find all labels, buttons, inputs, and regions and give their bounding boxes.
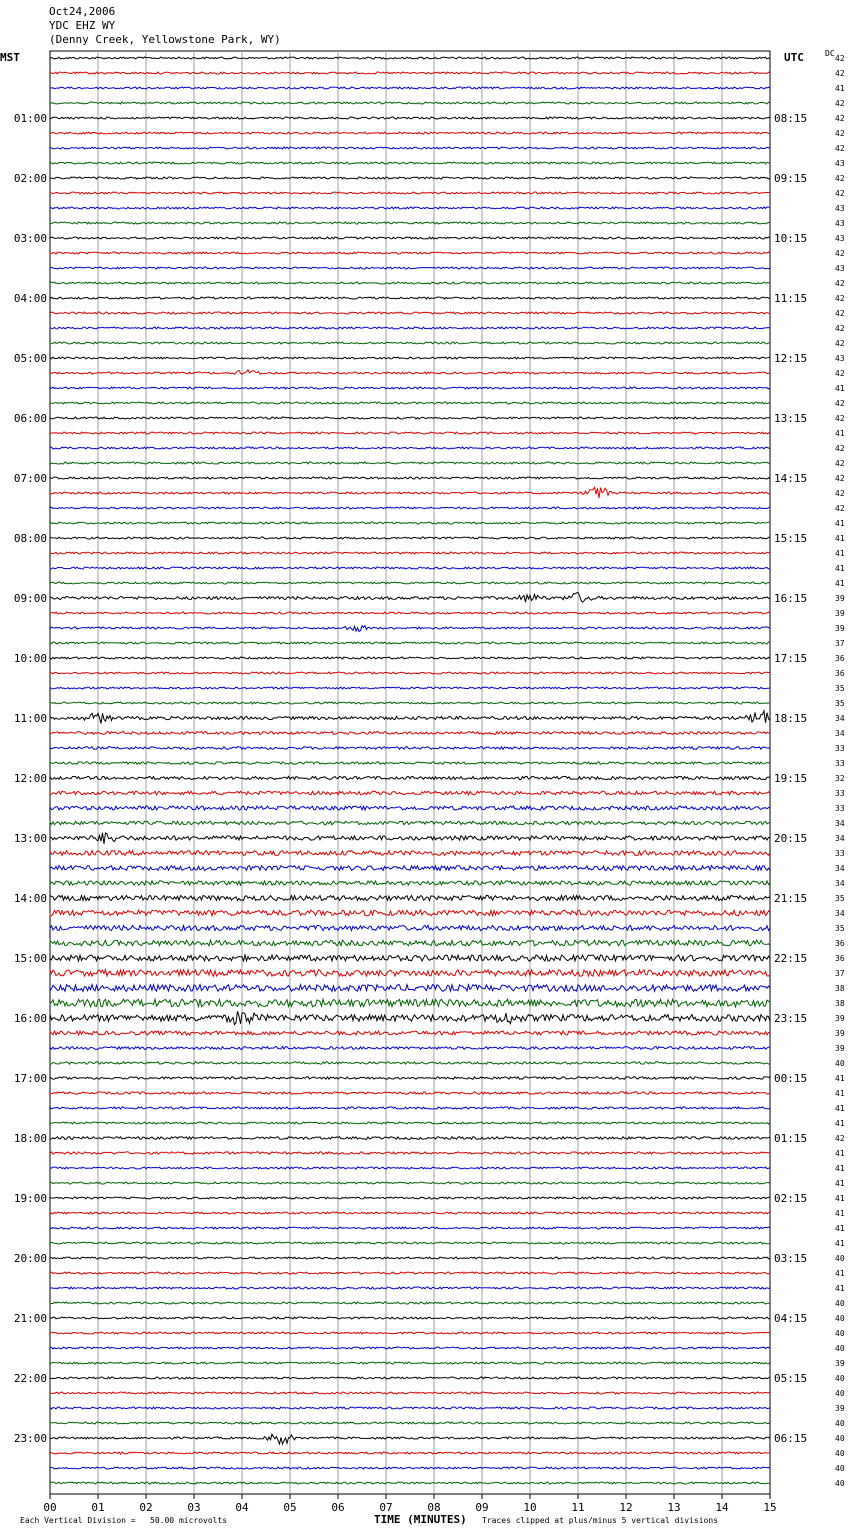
dc-label: DC <box>825 49 835 58</box>
dc-offset-label: 43 <box>835 234 845 243</box>
left-hour-label: 20:00 <box>13 1252 47 1265</box>
seismic-trace <box>50 910 770 916</box>
dc-offset-label: 41 <box>835 1104 845 1113</box>
dc-offset-label: 42 <box>835 339 845 348</box>
dc-offset-label: 40 <box>835 1329 845 1338</box>
left-timezone-label: MST <box>0 51 20 64</box>
seismic-trace <box>50 626 770 632</box>
seismic-trace <box>50 1152 770 1154</box>
right-hour-label: 09:15 <box>774 172 808 185</box>
dc-offset-label: 43 <box>835 354 845 363</box>
right-hour-label: 10:15 <box>774 232 808 245</box>
seismic-trace <box>50 1287 770 1289</box>
dc-offset-label: 34 <box>835 729 845 738</box>
left-hour-label: 03:00 <box>13 232 47 245</box>
seismic-trace <box>50 866 770 871</box>
left-hour-label: 19:00 <box>13 1192 47 1205</box>
seismic-trace <box>50 207 770 209</box>
dc-offset-label: 39 <box>835 1359 845 1368</box>
dc-offset-label: 40 <box>835 1464 845 1473</box>
right-hour-label: 15:15 <box>774 532 808 545</box>
dc-offset-label: 39 <box>835 1404 845 1413</box>
seismic-trace <box>50 1467 770 1469</box>
dc-offset-label: 43 <box>835 159 845 168</box>
seismic-trace <box>50 776 770 779</box>
dc-offset-label: 42 <box>835 474 845 483</box>
left-hour-label: 21:00 <box>13 1312 47 1325</box>
seismic-trace <box>50 1362 770 1364</box>
right-hour-label: 21:15 <box>774 892 808 905</box>
right-hour-label: 11:15 <box>774 292 808 305</box>
seismic-trace <box>50 762 770 764</box>
dc-offset-label: 41 <box>835 1224 845 1233</box>
dc-offset-label: 40 <box>835 1254 845 1263</box>
seismic-trace <box>50 177 770 179</box>
dc-offset-label: 36 <box>835 654 845 663</box>
left-hour-label: 14:00 <box>13 892 47 905</box>
dc-offset-label: 37 <box>835 969 845 978</box>
dc-offset-label: 39 <box>835 624 845 633</box>
dc-offset-label: 35 <box>835 894 845 903</box>
seismic-trace <box>50 387 770 389</box>
seismic-trace <box>50 1227 770 1229</box>
seismic-trace <box>50 702 770 704</box>
seismic-trace <box>50 582 770 584</box>
dc-offset-label: 42 <box>835 114 845 123</box>
x-tick-label: 07 <box>379 1501 393 1514</box>
seismic-trace <box>50 657 770 659</box>
dc-offset-label: 41 <box>835 1269 845 1278</box>
seismic-trace <box>50 312 770 314</box>
dc-offset-label: 39 <box>835 609 845 618</box>
left-hour-label: 11:00 <box>13 712 47 725</box>
right-hour-label: 16:15 <box>774 592 808 605</box>
seismic-trace <box>50 851 770 856</box>
dc-offset-label: 40 <box>835 1419 845 1428</box>
right-hour-label: 13:15 <box>774 412 808 425</box>
plot-date: Oct24,2006 <box>49 5 116 18</box>
seismic-trace <box>50 192 770 194</box>
right-hour-label: 14:15 <box>774 472 808 485</box>
seismic-trace <box>50 1011 770 1024</box>
seismic-trace <box>50 87 770 89</box>
dc-offset-label: 42 <box>835 369 845 378</box>
dc-offset-label: 34 <box>835 714 845 723</box>
dc-offset-label: 33 <box>835 759 845 768</box>
dc-offset-label: 41 <box>835 384 845 393</box>
x-tick-label: 04 <box>235 1501 249 1514</box>
right-hour-label: 05:15 <box>774 1372 808 1385</box>
dc-offset-label: 41 <box>835 84 845 93</box>
left-hour-label: 08:00 <box>13 532 47 545</box>
dc-offset-label: 34 <box>835 879 845 888</box>
seismic-trace <box>50 1272 770 1274</box>
dc-offset-label: 42 <box>835 69 845 78</box>
left-hour-label: 10:00 <box>13 652 47 665</box>
seismic-trace <box>50 1242 770 1244</box>
dc-offset-label: 39 <box>835 1014 845 1023</box>
x-tick-label: 15 <box>763 1501 777 1514</box>
seismic-trace <box>50 507 770 509</box>
right-hour-label: 00:15 <box>774 1072 808 1085</box>
seismic-trace <box>50 1434 770 1444</box>
station-location: (Denny Creek, Yellowstone Park, WY) <box>49 33 281 46</box>
x-tick-label: 11 <box>571 1501 585 1514</box>
seismic-trace <box>50 522 770 524</box>
dc-offset-label: 42 <box>835 249 845 258</box>
dc-offset-label: 42 <box>835 144 845 153</box>
seismic-trace <box>50 687 770 689</box>
seismic-trace <box>50 1122 770 1124</box>
dc-offset-label: 33 <box>835 804 845 813</box>
dc-offset-label: 40 <box>835 1434 845 1443</box>
seismic-trace <box>50 1031 770 1035</box>
seismic-trace <box>50 1452 770 1454</box>
seismic-trace <box>50 237 770 239</box>
dc-offset-label: 42 <box>835 279 845 288</box>
dc-offset-label: 35 <box>835 924 845 933</box>
left-hour-label: 18:00 <box>13 1132 47 1145</box>
dc-offset-label: 42 <box>835 54 845 63</box>
x-tick-label: 01 <box>91 1501 105 1514</box>
seismic-trace <box>50 1092 770 1094</box>
seismic-trace <box>50 102 770 104</box>
dc-offset-label: 40 <box>835 1374 845 1383</box>
seismic-trace <box>50 1302 770 1304</box>
seismic-trace <box>50 1167 770 1169</box>
dc-offset-label: 41 <box>835 1089 845 1098</box>
dc-offset-label: 42 <box>835 504 845 513</box>
seismic-trace <box>50 940 770 946</box>
left-hour-label: 13:00 <box>13 832 47 845</box>
seismic-trace <box>50 327 770 329</box>
dc-offset-label: 40 <box>835 1449 845 1458</box>
right-hour-label: 20:15 <box>774 832 808 845</box>
dc-offset-label: 41 <box>835 1074 845 1083</box>
station-code: YDC EHZ WY <box>49 19 116 32</box>
left-hour-label: 22:00 <box>13 1372 47 1385</box>
dc-offset-label: 42 <box>835 174 845 183</box>
dc-offset-label: 38 <box>835 984 845 993</box>
seismic-trace <box>50 147 770 149</box>
dc-offset-label: 33 <box>835 849 845 858</box>
dc-offset-label: 35 <box>835 699 845 708</box>
dc-offset-label: 34 <box>835 834 845 843</box>
x-tick-label: 08 <box>427 1501 441 1514</box>
seismic-trace <box>50 1377 770 1379</box>
left-hour-label: 04:00 <box>13 292 47 305</box>
dc-offset-label: 43 <box>835 204 845 213</box>
seismic-trace <box>50 370 770 375</box>
seismic-trace <box>50 1422 770 1424</box>
seismic-trace <box>50 895 770 900</box>
seismic-trace <box>50 806 770 810</box>
dc-offset-label: 42 <box>835 189 845 198</box>
seismic-trace <box>50 72 770 74</box>
clip-note: Traces clipped at plus/minus 5 vertical divisions <box>482 1516 719 1525</box>
dc-offset-label: 40 <box>835 1389 845 1398</box>
seismic-trace <box>50 1197 770 1199</box>
seismic-trace <box>50 1107 770 1109</box>
seismic-trace <box>50 117 770 119</box>
left-hour-label: 02:00 <box>13 172 47 185</box>
seismic-trace <box>50 252 770 254</box>
dc-offset-label: 41 <box>835 1284 845 1293</box>
dc-offset-label: 36 <box>835 669 845 678</box>
dc-offset-label: 36 <box>835 954 845 963</box>
dc-offset-label: 41 <box>835 1119 845 1128</box>
seismic-trace <box>50 925 770 930</box>
seismic-trace <box>50 297 770 299</box>
left-hour-label: 17:00 <box>13 1072 47 1085</box>
x-tick-label: 09 <box>475 1501 489 1514</box>
seismic-trace <box>50 162 770 164</box>
seismic-trace <box>50 132 770 134</box>
seismic-trace <box>50 537 770 539</box>
seismic-trace <box>50 342 770 344</box>
dc-offset-label: 41 <box>835 579 845 588</box>
dc-offset-label: 33 <box>835 789 845 798</box>
dc-offset-label: 40 <box>835 1299 845 1308</box>
seismic-trace <box>50 821 770 825</box>
x-tick-label: 12 <box>619 1501 633 1514</box>
dc-offset-label: 39 <box>835 594 845 603</box>
dc-offset-label: 39 <box>835 1029 845 1038</box>
seismic-trace <box>50 711 770 724</box>
scale-note: Each Vertical Division = 50.00 microvolts <box>20 1516 228 1525</box>
seismic-trace <box>50 791 770 795</box>
seismic-trace <box>50 402 770 404</box>
seismic-trace <box>50 1482 770 1484</box>
seismic-trace <box>50 1347 770 1349</box>
right-hour-label: 01:15 <box>774 1132 808 1145</box>
seismic-trace <box>50 267 770 269</box>
seismic-trace <box>50 552 770 554</box>
seismic-trace <box>50 357 770 359</box>
dc-offset-label: 41 <box>835 534 845 543</box>
dc-offset-label: 41 <box>835 1194 845 1203</box>
seismic-trace <box>50 487 770 498</box>
seismic-trace <box>50 592 770 602</box>
seismic-trace <box>50 1407 770 1409</box>
left-hour-label: 23:00 <box>13 1432 47 1445</box>
right-hour-label: 18:15 <box>774 712 808 725</box>
x-tick-label: 06 <box>331 1501 345 1514</box>
x-tick-label: 14 <box>715 1501 729 1514</box>
dc-offset-label: 36 <box>835 939 845 948</box>
dc-offset-label: 42 <box>835 309 845 318</box>
dc-offset-label: 43 <box>835 264 845 273</box>
seismic-trace <box>50 747 770 750</box>
left-hour-label: 07:00 <box>13 472 47 485</box>
dc-offset-label: 40 <box>835 1059 845 1068</box>
dc-offset-label: 42 <box>835 399 845 408</box>
dc-offset-label: 40 <box>835 1479 845 1488</box>
dc-offset-label: 35 <box>835 684 845 693</box>
seismic-trace <box>50 477 770 479</box>
dc-offset-label: 41 <box>835 549 845 558</box>
seismic-trace <box>50 462 770 464</box>
seismic-trace <box>50 642 770 644</box>
seismic-trace <box>50 417 770 419</box>
seismic-trace <box>50 1062 770 1064</box>
x-axis-title: TIME (MINUTES) <box>374 1513 467 1526</box>
dc-offset-label: 42 <box>835 294 845 303</box>
seismic-trace <box>50 985 770 992</box>
seismic-trace <box>50 567 770 569</box>
left-hour-label: 15:00 <box>13 952 47 965</box>
seismic-trace <box>50 1137 770 1140</box>
dc-offset-label: 41 <box>835 1209 845 1218</box>
seismic-trace <box>50 1047 770 1050</box>
dc-offset-label: 42 <box>835 1134 845 1143</box>
x-tick-label: 02 <box>139 1501 153 1514</box>
dc-offset-label: 40 <box>835 1314 845 1323</box>
left-hour-label: 09:00 <box>13 592 47 605</box>
dc-offset-label: 33 <box>835 744 845 753</box>
seismic-trace <box>50 1392 770 1394</box>
seismic-trace <box>50 1182 770 1184</box>
seismic-trace <box>50 1332 770 1334</box>
dc-offset-label: 41 <box>835 429 845 438</box>
dc-offset-label: 42 <box>835 489 845 498</box>
dc-offset-label: 42 <box>835 99 845 108</box>
seismic-trace <box>50 732 770 735</box>
dc-offset-label: 32 <box>835 774 845 783</box>
dc-offset-label: 42 <box>835 129 845 138</box>
seismic-trace <box>50 447 770 449</box>
dc-offset-label: 42 <box>835 459 845 468</box>
right-hour-label: 06:15 <box>774 1432 808 1445</box>
x-tick-label: 03 <box>187 1501 201 1514</box>
dc-offset-label: 34 <box>835 909 845 918</box>
left-hour-label: 12:00 <box>13 772 47 785</box>
x-tick-label: 05 <box>283 1501 297 1514</box>
seismic-trace <box>50 881 770 885</box>
seismic-trace <box>50 955 770 961</box>
right-hour-label: 04:15 <box>774 1312 808 1325</box>
seismic-trace <box>50 1077 770 1079</box>
seismic-trace <box>50 833 770 844</box>
dc-offset-label: 41 <box>835 564 845 573</box>
seismic-trace <box>50 612 770 614</box>
seismic-trace <box>50 999 770 1007</box>
dc-offset-label: 40 <box>835 1344 845 1353</box>
seismic-trace <box>50 432 770 434</box>
dc-offset-label: 39 <box>835 1044 845 1053</box>
right-hour-label: 17:15 <box>774 652 808 665</box>
right-hour-label: 08:15 <box>774 112 808 125</box>
seismic-trace <box>50 1317 770 1319</box>
seismic-trace <box>50 282 770 284</box>
seismic-trace <box>50 222 770 224</box>
left-hour-label: 01:00 <box>13 112 47 125</box>
left-hour-label: 06:00 <box>13 412 47 425</box>
seismic-trace <box>50 1212 770 1214</box>
right-hour-label: 03:15 <box>774 1252 808 1265</box>
dc-offset-label: 42 <box>835 324 845 333</box>
dc-offset-label: 37 <box>835 639 845 648</box>
dc-offset-label: 41 <box>835 519 845 528</box>
x-tick-label: 10 <box>523 1501 537 1514</box>
x-tick-label: 13 <box>667 1501 681 1514</box>
right-hour-label: 19:15 <box>774 772 808 785</box>
right-timezone-label: UTC <box>784 51 804 64</box>
x-tick-label: 00 <box>43 1501 57 1514</box>
dc-offset-label: 41 <box>835 1179 845 1188</box>
seismic-trace <box>50 672 770 674</box>
right-hour-label: 23:15 <box>774 1012 808 1025</box>
dc-offset-label: 38 <box>835 999 845 1008</box>
dc-offset-label: 34 <box>835 819 845 828</box>
seismic-trace <box>50 1257 770 1259</box>
seismic-trace <box>50 970 770 976</box>
right-hour-label: 02:15 <box>774 1192 808 1205</box>
right-hour-label: 12:15 <box>774 352 808 365</box>
left-hour-label: 16:00 <box>13 1012 47 1025</box>
dc-offset-label: 34 <box>835 864 845 873</box>
right-hour-label: 22:15 <box>774 952 808 965</box>
dc-offset-label: 41 <box>835 1149 845 1158</box>
dc-offset-label: 41 <box>835 1164 845 1173</box>
dc-offset-label: 42 <box>835 444 845 453</box>
seismic-trace <box>50 57 770 59</box>
dc-offset-label: 42 <box>835 414 845 423</box>
dc-offset-label: 41 <box>835 1239 845 1248</box>
left-hour-label: 05:00 <box>13 352 47 365</box>
dc-offset-label: 43 <box>835 219 845 228</box>
